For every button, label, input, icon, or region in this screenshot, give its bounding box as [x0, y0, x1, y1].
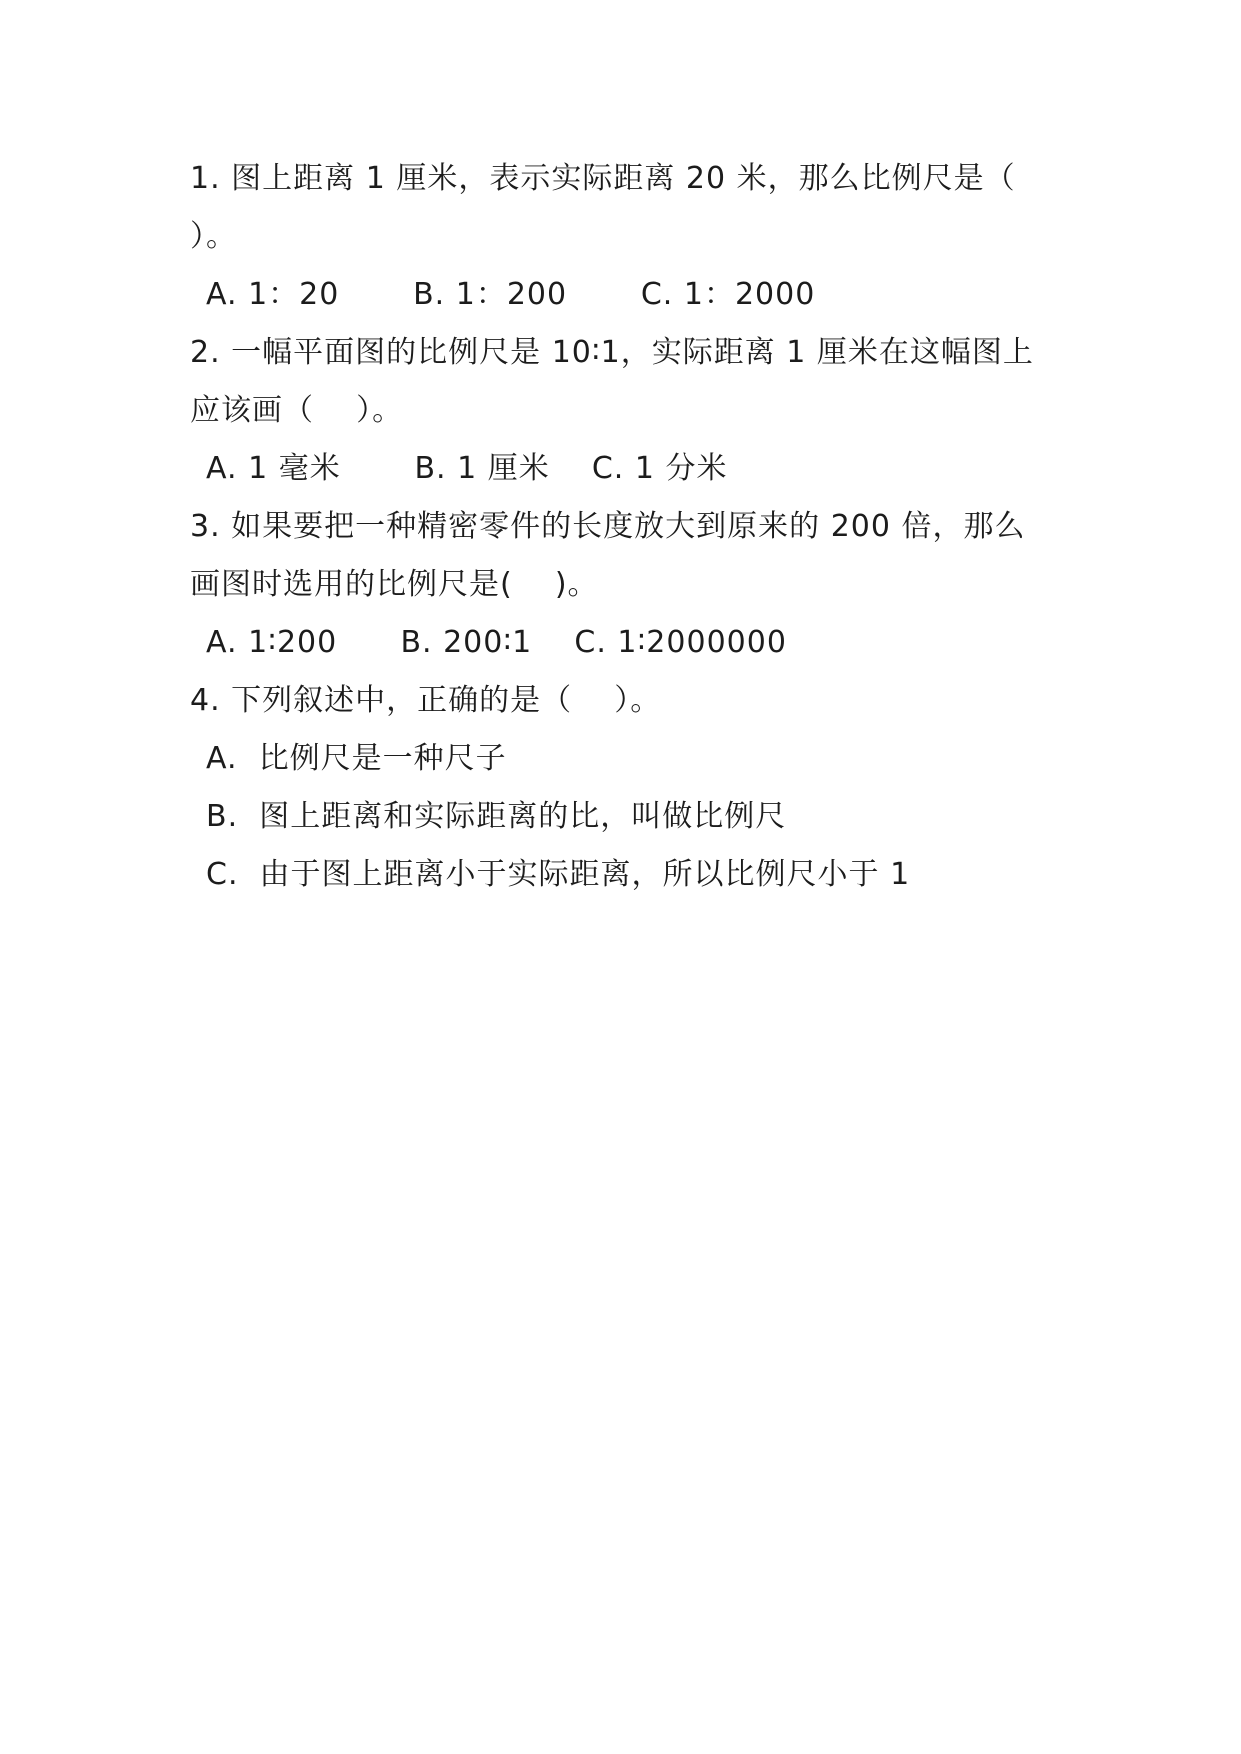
question-3-choices: A. 1∶200 B. 200∶1 C. 1∶2000000 [206, 625, 787, 660]
question-3-stem-line-2: 画图时选用的比例尺是( )。 [190, 567, 599, 602]
question-1-choices: A. 1：20 B. 1：200 C. 1：2000 [206, 277, 816, 312]
question-2-stem-line-2: 应该画（ ）。 [190, 393, 404, 428]
question-4-choice-b: B. 图上距离和实际距离的比，叫做比例尺 [206, 799, 787, 834]
question-4-choice-c: C. 由于图上距离小于实际距离，所以比例尺小于 1 [206, 857, 911, 892]
question-2-choices: A. 1 毫米 B. 1 厘米 C. 1 分米 [206, 451, 728, 486]
question-3-stem-line-1: 3. 如果要把一种精密零件的长度放大到原来的 200 倍，那么 [190, 509, 1026, 544]
question-1-stem-line-1: 1. 图上距离 1 厘米，表示实际距离 20 米，那么比例尺是（ [190, 161, 1016, 196]
question-4-stem-line-1: 4. 下列叙述中，正确的是（ ）。 [190, 683, 662, 718]
question-2-stem-line-1: 2. 一幅平面图的比例尺是 10∶1，实际距离 1 厘米在这幅图上 [190, 335, 1034, 370]
question-4-choice-a: A. 比例尺是一种尺子 [206, 741, 507, 776]
question-1-stem-line-2: ）。 [190, 219, 237, 254]
